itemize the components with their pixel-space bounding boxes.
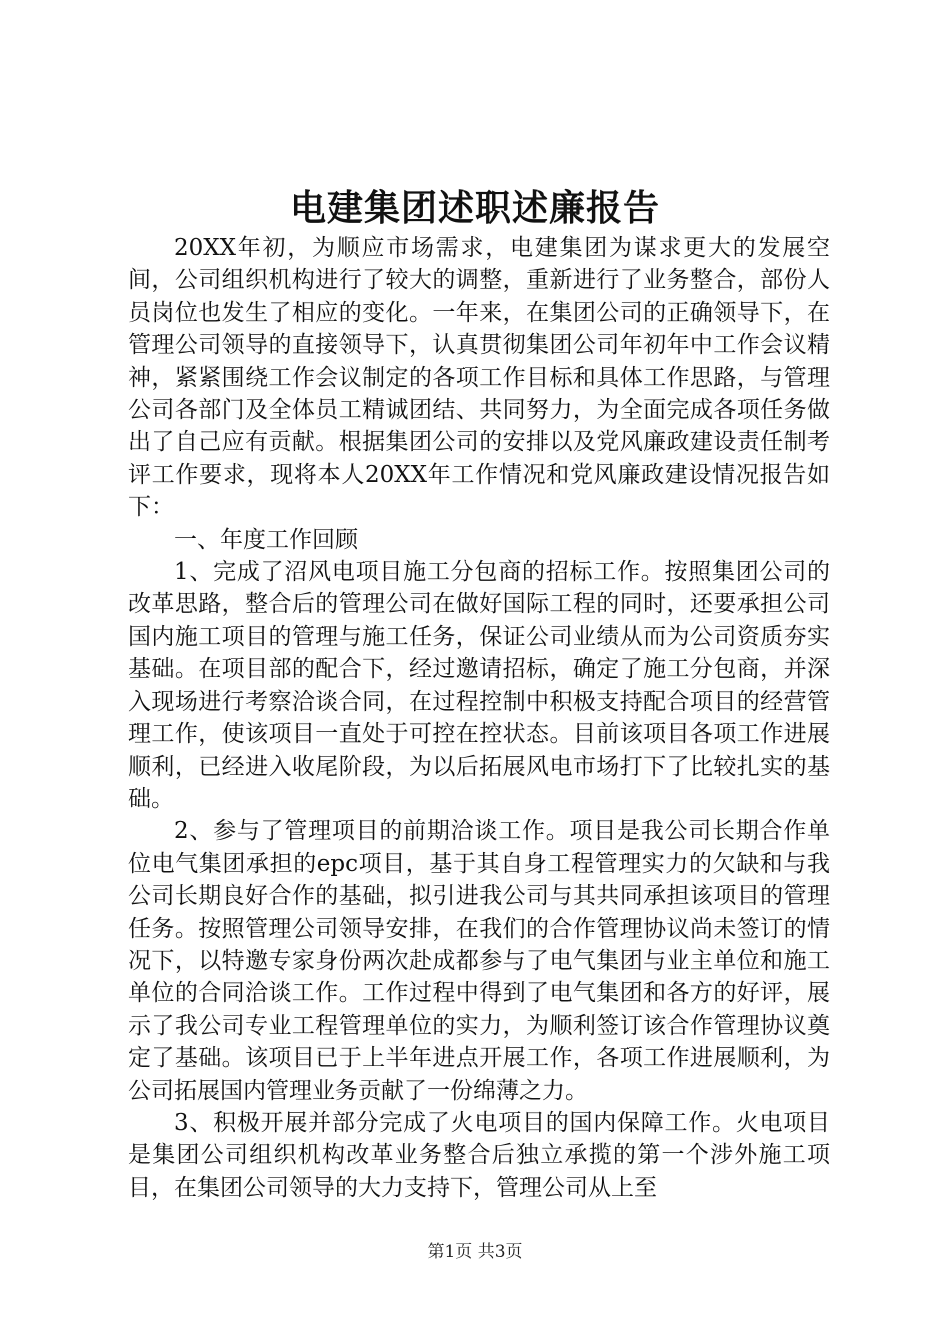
work-item-2: 2、参与了管理项目的前期洽谈工作。项目是我公司长期合作单位电气集团承担的epc项目，基于其自身工程管理实力的欠缺和与我公司长期良好合作的基础，拟引进我公司与其共同承担该项目的管理任务。按照管理公司领导安排，在我们的合作管理协议尚未签订的情况下，以特邀专家身份两次赴成都参与了电气集团与业主单位和施工单位的合同洽谈工作。工作过程中得到了电气集团和各方的好评，展示了我公司专业工程管理单位的实力，为顺利签订该合作管理协议奠定了基础。该项目已于上半年进点开展工作，各项工作进展顺利，为公司拓展国内管理业务贡献了一份绵薄之力。: [128, 818, 830, 1104]
document-body: [128, 232, 830, 1204]
section-heading-annual-review: 一、年度工作回顾: [174, 526, 358, 553]
intro-paragraph: 20XX年初，为顺应市场需求，电建集团为谋求更大的发展空间，公司组织机构进行了较大的调整，重新进行了业务整合，部份人员岗位也发生了相应的变化。一年来，在集团公司的正确领导下，在管理公司领导的直接领导下，认真贯彻集团公司年初年中工作会议精神，紧紧围绕工作会议制定的各项工作目标和具体工作思路，与管理公司各部门及全体员工精诚团结、共同努力，为全面完成各项任务做出了自己应有贡献。根据集团公司的安排以及党风廉政建设责任制考评工作要求，现将本人20XX年工作情况和党风廉政建设情况报告如下：: [128, 235, 830, 521]
page-number-footer: 第1页 共3页: [427, 1242, 523, 1262]
work-item-1: 1、完成了沼风电项目施工分包商的招标工作。按照集团公司的改革思路，整合后的管理公司在做好国际工程的同时，还要承担公司国内施工项目的管理与施工任务，保证公司业绩从而为公司资质夯实基础。在项目部的配合下，经过邀请招标，确定了施工分包商，并深入现场进行考察洽谈合同，在过程控制中积极支持配合项目的经营管理工作，使该项目一直处于可控在控状态。目前该项目各项工作进展顺利，已经进入收尾阶段，为以后拓展风电市场打下了比较扎实的基础。: [128, 559, 830, 812]
work-item-3: 3、积极开展并部分完成了火电项目的国内保障工作。火电项目是集团公司组织机构改革业务整合后独立承揽的第一个涉外施工项目，在集团公司领导的大力支持下，管理公司从上至: [128, 1109, 830, 1201]
document-title: 电建集团述职述廉报告: [289, 187, 660, 229]
